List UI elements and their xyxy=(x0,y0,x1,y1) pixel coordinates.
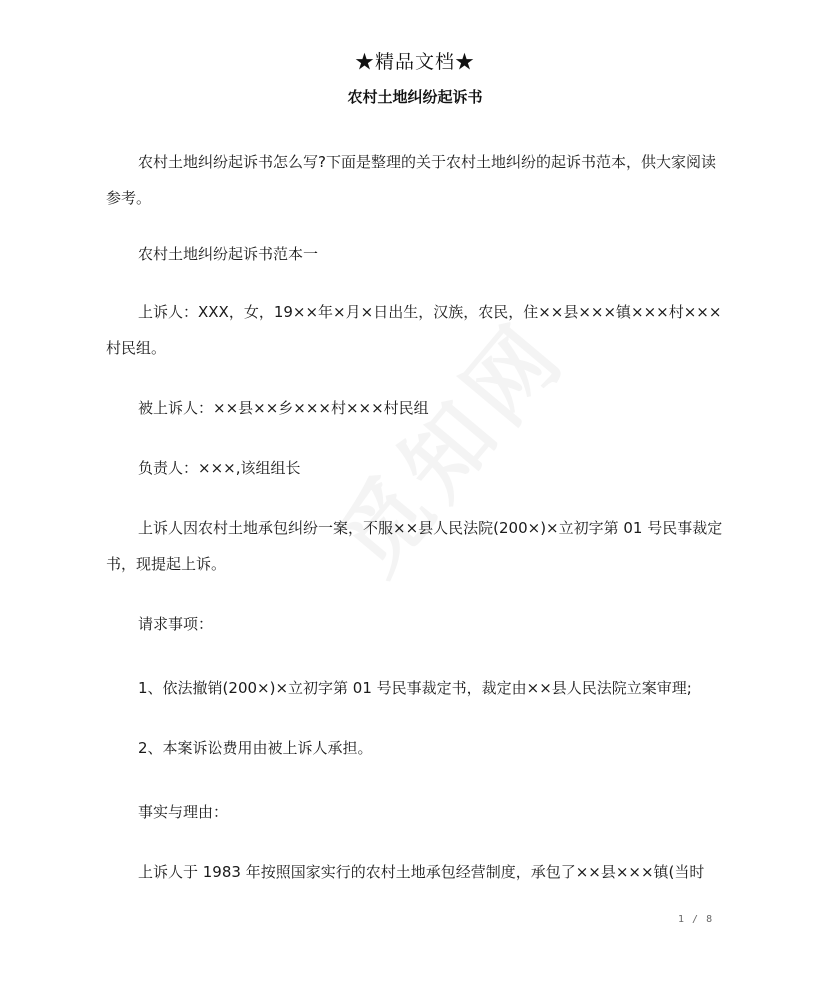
document-title: 农村土地纠纷起诉书 xyxy=(347,88,483,106)
facts-heading: 事实与理由： xyxy=(138,803,229,821)
appellant-paragraph: 上诉人：XXX，女，19××年×月×日出生，汉族，农民，住××县×××镇×××村×××村民组。 xyxy=(106,303,722,357)
claim-item-2: 2、本案诉讼费用由被上诉人承担。 xyxy=(138,739,373,757)
page-number: 1 / 8 xyxy=(678,914,714,925)
sample-heading: 农村土地纠纷起诉书范本一 xyxy=(138,245,319,263)
claim-item-1: 1、依法撤销(200×)×立初字第 01 号民事裁定书，裁定由××县人民法院立案审理; xyxy=(138,679,692,697)
case-paragraph: 上诉人因农村土地承包纠纷一案，不服××县人民法院(200×)×立初字第 01 号民事裁定书，现提起上诉。 xyxy=(106,519,723,573)
claims-heading: 请求事项： xyxy=(138,615,214,633)
appellee-paragraph: 被上诉人：××县××乡×××村×××村民组 xyxy=(138,399,429,417)
document-header: ★精品文档★ xyxy=(354,51,475,73)
facts-paragraph: 上诉人于 1983 年按照国家实行的农村土地承包经营制度，承包了××县×××镇(当时 xyxy=(138,863,705,881)
intro-paragraph: 农村土地纠纷起诉书怎么写?下面是整理的关于农村土地纠纷的起诉书范本，供大家阅读参考。 xyxy=(106,153,716,207)
responsible-paragraph: 负责人：×××,该组组长 xyxy=(138,459,301,477)
